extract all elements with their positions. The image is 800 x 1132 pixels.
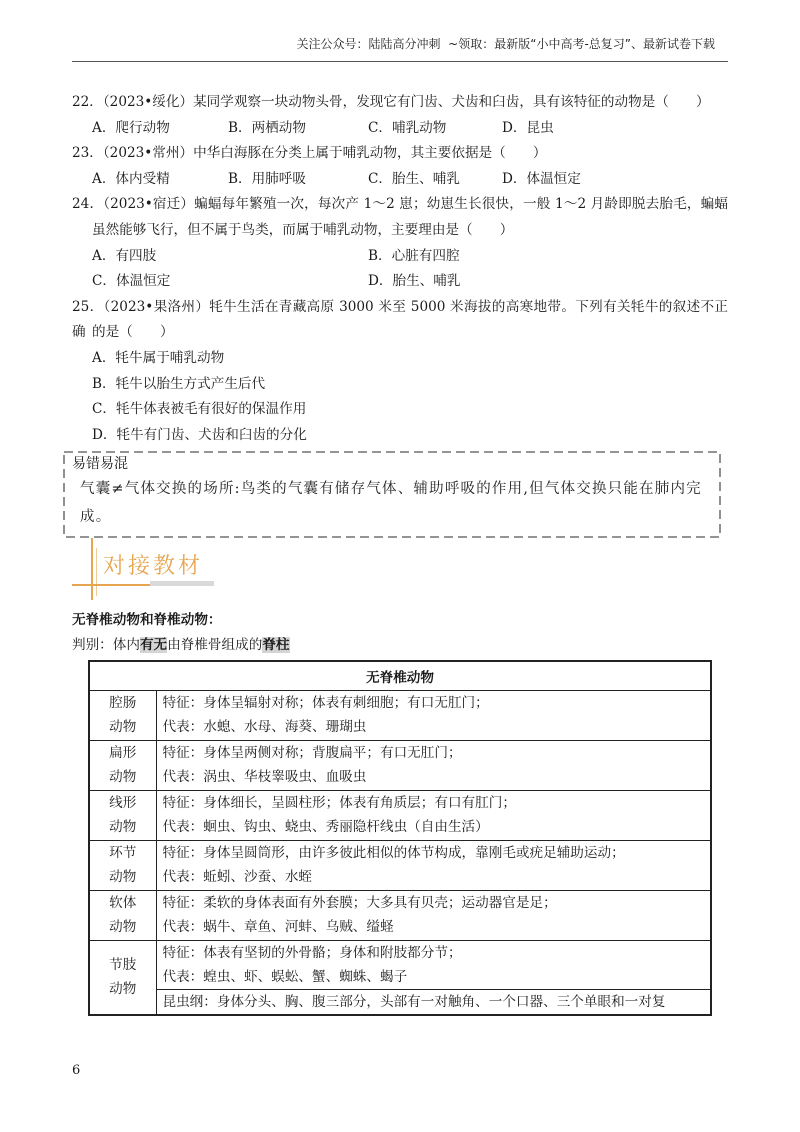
table-row: [89, 765, 711, 790]
option-d: D．体温恒定: [502, 170, 581, 187]
group-name-cell: [89, 740, 156, 790]
option-a: A．有四肢: [92, 247, 157, 264]
examples-cell: 代表：蚯蚓、沙蚕、水蛭: [162, 869, 313, 886]
table-row: [89, 740, 711, 765]
option-c: C．哺乳动物: [368, 119, 447, 136]
table-row: [89, 965, 711, 990]
table-row: [89, 940, 711, 965]
question-24-options-row-2: [72, 269, 728, 295]
question-22-options: [72, 116, 728, 142]
table-row: [89, 915, 711, 940]
option-d: D．胎生、哺乳: [368, 273, 461, 290]
option-c: C．牦牛体表被毛有很好的保温作用: [92, 401, 307, 418]
group-name-line: 动物: [109, 919, 137, 935]
page-number: 6: [72, 1063, 81, 1078]
group-name-line: 动物: [109, 981, 137, 997]
group-name-line: 动物: [109, 869, 137, 885]
option-a: A．爬行动物: [92, 119, 170, 136]
option-d: D．昆虫: [502, 119, 554, 136]
criterion-highlight: 脊柱: [262, 637, 290, 653]
group-name-cell: [89, 790, 156, 840]
group-name-cell: [89, 940, 156, 1015]
tip-text-line: 气囊≠气体交换的场所:鸟类的气囊有储存气体、辅助呼吸的作用,但气体交换只能在肺内完: [80, 481, 702, 497]
option-d: D．牦牛有门齿、犬齿和臼齿的分化: [92, 426, 307, 443]
section-heading: 无脊椎动物和脊椎动物：: [72, 612, 222, 628]
criterion-middle: 由脊椎骨组成的: [167, 637, 263, 653]
banner-underline: [72, 584, 152, 586]
examples-cell: 代表：涡虫、华枝睾吸虫、血吸虫: [162, 769, 367, 786]
tip-title: 易错易混: [72, 456, 128, 472]
banner-vertical-line: [91, 538, 93, 600]
criterion-prefix: 判别：体内: [72, 637, 140, 653]
group-name-line: 腔肠: [109, 694, 137, 711]
table-row: [89, 715, 711, 740]
question-24-stem: 24．（2023•宿迁）蝙蝠每年繁殖一次，每次产 1～2 崽；幼崽生长很快，一般 1～2 月龄即脱去胎毛，蝙蝠: [72, 196, 728, 213]
question-23-stem: 23．（2023•常州）中华白海豚在分类上属于哺乳动物，其主要依据是（ ）: [72, 145, 547, 162]
group-name-cell: [89, 840, 156, 890]
question-22-stem: 22．（2023•绥化）某同学观察一块动物头骨，发现它有门齿、犬齿和臼齿，具有该特征的动物是（ ）: [72, 94, 710, 110]
group-name-line: 动物: [109, 819, 137, 835]
option-a: A．牦牛属于哺乳动物: [92, 349, 225, 366]
feature-cell: 特征：体表有坚韧的外骨骼；身体和附肢都分节；: [156, 940, 711, 965]
banner-vertical-line: [96, 548, 97, 596]
table-row: [89, 840, 711, 865]
criterion-highlight: 有无: [139, 637, 168, 653]
group-name-line: 软体: [109, 894, 137, 911]
header-notice: 关注公众号：陆陆高分冲刺 ~领取：最新版“小中高考-总复习”、最新试卷下载: [296, 37, 715, 51]
option-b: B．用肺呼吸: [228, 170, 306, 187]
table-row: [89, 815, 711, 840]
examples-cell: 代表：蝗虫、虾、蜈蚣、蟹、蜘蛛、蝎子: [162, 968, 408, 985]
option-c: C．体温恒定: [92, 273, 171, 290]
banner-underline-bar: [150, 581, 214, 586]
option-b: B．心脏有四腔: [368, 247, 460, 264]
table-header-row: [89, 661, 711, 690]
group-name-line: 扁形: [109, 744, 137, 761]
option-b: B．两栖动物: [228, 119, 306, 136]
criterion-line: [72, 636, 290, 654]
section-title: 对接教材: [103, 554, 204, 579]
table-row: [89, 989, 711, 1015]
question-25-stem: 25．（2023•果洛州）牦牛生活在青藏高原 3000 米至 5000 米海拔的高寒地带。下列有关牦牛的叙述不正确: [72, 298, 728, 341]
group-name-line: 线形: [109, 794, 137, 811]
table-row: [89, 690, 711, 715]
examples-cell: 代表：蜗牛、章鱼、河蚌、乌贼、缢蛏: [162, 919, 394, 936]
group-name-line: 环节: [109, 844, 137, 861]
feature-cell: 特征：身体呈两侧对称；背腹扁平；有口无肛门；: [156, 740, 711, 765]
option-b: B．牦牛以胎生方式产生后代: [92, 375, 266, 392]
group-name-line: 动物: [109, 769, 137, 785]
examples-cell: 代表：蛔虫、钩虫、蛲虫、秀丽隐杆线虫（自由生活）: [162, 819, 489, 836]
feature-cell: 特征：身体呈辐射对称；体表有刺细胞；有口无肛门；: [156, 690, 711, 715]
question-24-options-row-1: [72, 244, 728, 270]
table-row: [89, 890, 711, 915]
option-a: A．体内受精: [92, 170, 170, 187]
table-row: [89, 790, 711, 815]
feature-cell: 特征：柔软的身体表面有外套膜；大多具有贝壳；运动器官是足；: [156, 890, 711, 915]
group-name-line: 动物: [109, 719, 137, 735]
common-mistake-box: [63, 451, 721, 538]
tip-text-line: 成。: [80, 509, 112, 525]
table-row: [89, 865, 711, 890]
invertebrate-table: [88, 660, 712, 1016]
header-divider: [72, 61, 728, 62]
examples-cell: 代表：水螅、水母、海葵、珊瑚虫: [162, 719, 367, 736]
feature-cell: 特征：身体细长，呈圆柱形；体表有角质层；有口有肛门；: [156, 790, 711, 815]
table-title: 无脊椎动物: [89, 661, 711, 690]
question-23-options: [72, 167, 728, 193]
subclass-cell: 昆虫纲：身体分头、胸、腹三部分，头部有一对触角、一个口器、三个单眼和一对复: [156, 989, 711, 1015]
group-name-cell: [89, 890, 156, 940]
group-name-cell: [89, 690, 156, 740]
question-list: [72, 90, 728, 448]
group-name-line: 节肢: [109, 956, 137, 973]
option-c: C．胎生、哺乳: [368, 170, 460, 187]
question-25-stem-continued: 的是（ ）: [92, 324, 174, 341]
question-24-stem-continued: 虽然能够飞行，但不属于鸟类，而属于哺乳动物，主要理由是（ ）: [92, 221, 514, 238]
feature-cell: 特征：身体呈圆筒形，由许多彼此相似的体节构成，靠刚毛或疣足辅助运动；: [156, 840, 711, 865]
